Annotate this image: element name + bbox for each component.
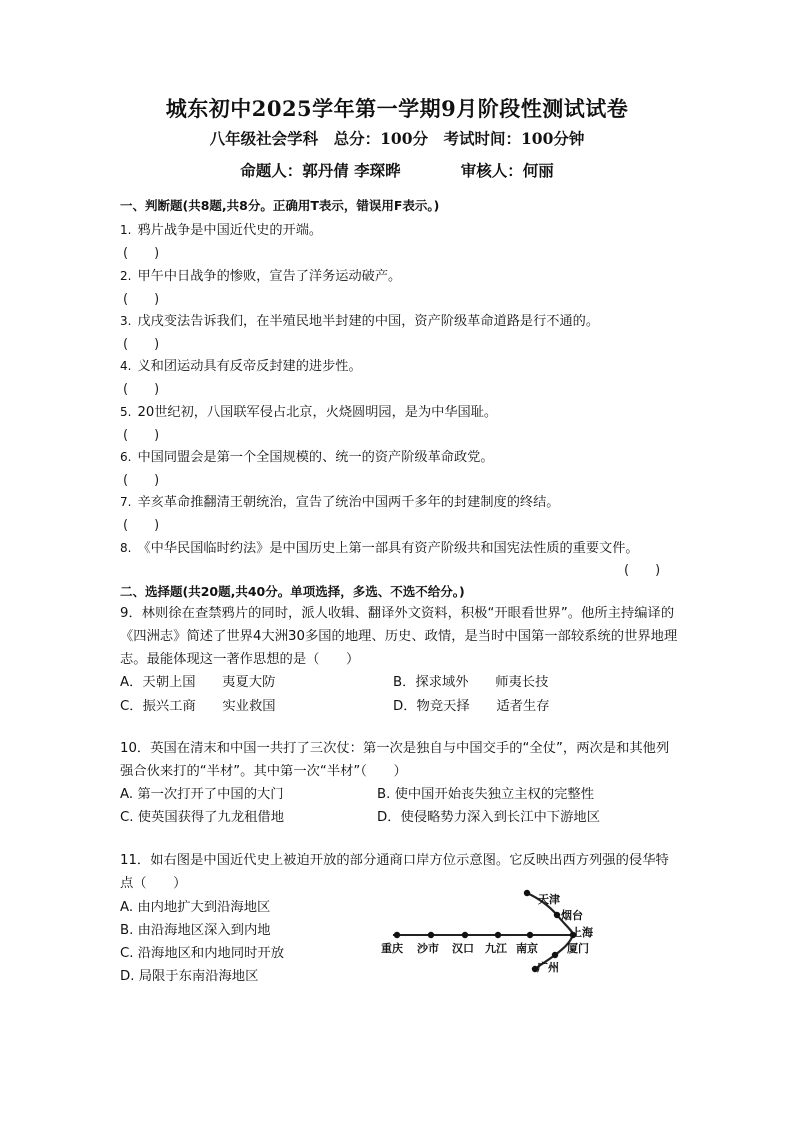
port-dot [462,932,468,938]
city-label-chongqing: 重庆 [381,942,403,955]
answer-blank[interactable]: ( ) [123,292,160,307]
port-dot [495,932,501,938]
city-label-hankou: 汉口 [452,942,474,955]
question-item: 6. 中国同盟会是第一个全国规模的、统一的资产阶级革命政党。 [120,450,494,465]
answer-blank[interactable]: ( ) [123,428,160,443]
section-heading-choice: 二、选择题(共20题,共40分。单项选择，多选、不选不给分。) [120,584,465,599]
question-item: 5. 20世纪初，八国联军侵占北京，火烧圆明园，是为中华国耻。 [120,405,498,420]
port-dot [394,932,400,938]
question-9-text: 9．林则徐在查禁鸦片的同时，派人收辑、翻译外文资料，积极“开眼看世界”。他所主持编译的《四洲志》简述了世界4大洲30多国的地理、历史、政情，是当时中国第一部较系统的世界地理志。最能体现这一著作思想的是（ ） [120,606,678,667]
question-item: 8. 《中华民国临时约法》是中国历史上第一部具有资产阶级共和国宪法性质的重要文件。 [120,541,639,556]
port-dot [527,932,533,938]
city-label-nanjing: 南京 [516,942,538,955]
answer-blank[interactable]: ( ) [123,337,160,352]
city-label-shashi: 沙市 [417,942,439,955]
option-c[interactable]: C. 沿海地区和内地同时开放 [120,946,285,961]
authors-line [0,159,794,181]
answer-blank[interactable]: ( ) [123,473,160,488]
page-title: 城东初中2025学年第一学期9月阶段性测试试卷 [165,96,629,121]
answer-blank[interactable]: ( ) [123,518,160,533]
option-d[interactable]: D. 局限于东南沿海地区 [120,969,259,984]
reviewer-name: 审核人：何丽 [460,161,554,180]
option-b[interactable]: B. 由沿海地区深入到内地 [120,923,271,938]
city-label-shanghai: 上海 [571,926,593,939]
port-dot [554,912,560,918]
option-c[interactable]: C. 使英国获得了九龙租借地 [120,810,285,825]
port-dot [524,890,530,896]
section-heading-true-false: 一、判断题(共8题,共8分。正确用T表示，错误用F表示。) [120,198,440,213]
port-dot [552,952,558,958]
city-label-tianjin: 天津 [538,893,560,906]
question-10-text: 10．英国在清末和中国一共打了三次仗：第一次是独自与中国交手的“全仗”，两次是和其他列强合伙来打的“半材”。其中第一次“半材”（ ） [120,741,670,779]
question-item: 2. 甲午中日战争的惨败，宣告了洋务运动破产。 [120,269,402,284]
city-label-jiujiang: 九江 [485,942,507,955]
port-dot [428,932,434,938]
answer-blank[interactable]: ( ) [624,563,661,578]
treaty-ports-map [375,885,615,985]
answer-blank[interactable]: ( ) [123,246,160,261]
city-label-guangzhou: 广州 [537,961,559,974]
author-names: 命题人：郭丹倩 李琛晔 [240,161,401,180]
option-b[interactable]: B. 使中国开始丧失独立主权的完整性 [377,787,595,802]
question-item: 1. 鸦片战争是中国近代史的开端。 [120,223,323,238]
exam-info: 八年级社会学科 总分：100分 考试时间：100分钟 [209,129,585,148]
question-11-text: 11．如右图是中国近代史上被迫开放的部分通商口岸方位示意图。它反映出西方列强的侵华特点（ ） [120,853,669,891]
option-a[interactable]: A．天朝上国 夷夏大防 [120,675,276,690]
question-item: 4. 义和团运动具有反帝反封建的进步性。 [120,359,362,374]
answer-blank[interactable]: ( ) [123,382,160,397]
option-d[interactable]: D．使侵略势力深入到长江中下游地区 [377,810,600,825]
question-item: 3. 戊戌变法告诉我们，在半殖民地半封建的中国，资产阶级革命道路是行不通的。 [120,314,600,329]
option-a[interactable]: A. 第一次打开了中国的大门 [120,787,284,802]
question-item: 7. 辛亥革命推翻清王朝统治，宣告了统治中国两千多年的封建制度的终结。 [120,495,560,510]
option-c[interactable]: C．振兴工商 实业救国 [120,699,276,714]
option-d[interactable]: D．物竞天择 适者生存 [393,699,550,714]
option-b[interactable]: B．探求域外 师夷长技 [393,675,549,690]
city-label-xiamen: 厦门 [567,942,589,955]
city-label-yantai: 烟台 [561,909,583,922]
option-a[interactable]: A. 由内地扩大到沿海地区 [120,900,271,915]
